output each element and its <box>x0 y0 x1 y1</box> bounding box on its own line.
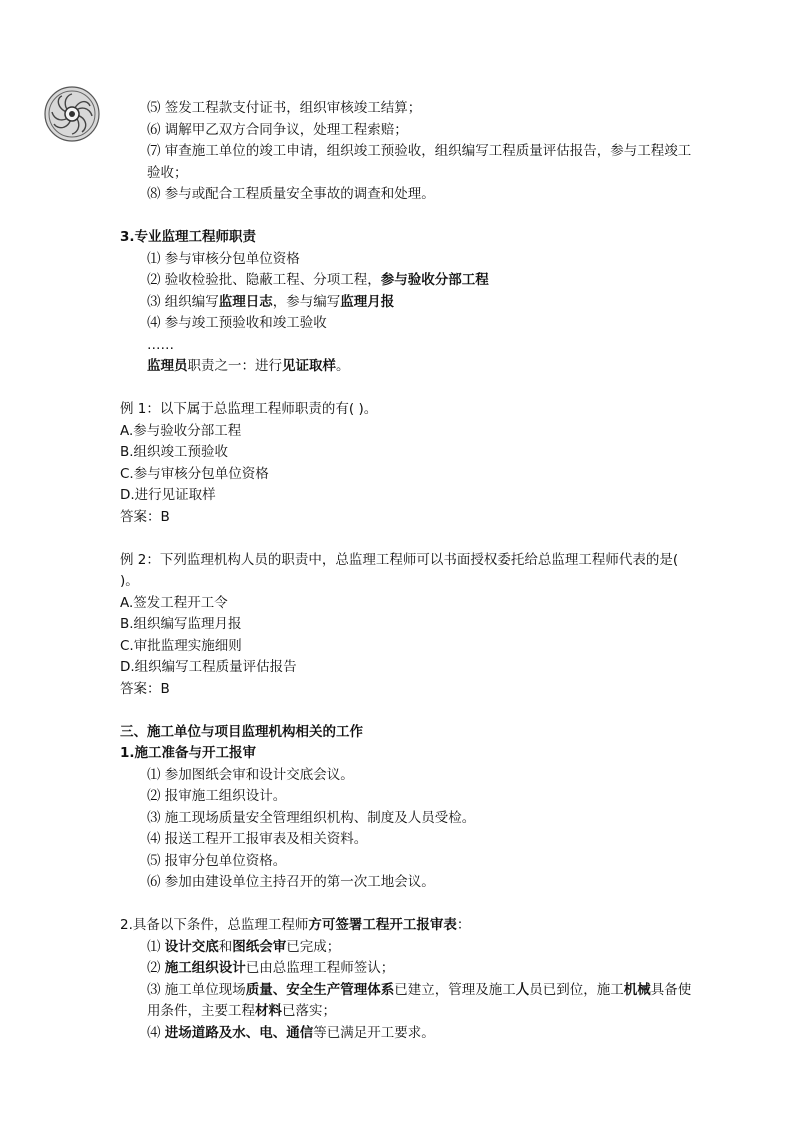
prep-item-5: ⑸ 报审分包单位资格。 <box>147 852 287 869</box>
example-2-answer: 答案：B <box>120 680 170 697</box>
ellipsis: …… <box>147 336 174 353</box>
section-heading-specialist: 3.专业监理工程师职责 <box>120 229 257 245</box>
prep-item-3: ⑶ 施工现场质量安全管理组织机构、制度及人员受检。 <box>147 809 476 826</box>
example-1-question: 例 1：以下属于总监理工程师职责的有( )。 <box>120 401 378 417</box>
example-1-option-a: A.参与验收分部工程 <box>120 422 242 439</box>
specialist-item-2: ⑵ 验收检验批、隐蔽工程、分项工程，参与验收分部工程 <box>147 272 489 288</box>
example-2-option-c: C.审批监理实施细则 <box>120 637 242 654</box>
supervisor-note: 监理员职责之一：进行见证取样。 <box>147 358 350 374</box>
condition-item-4: ⑷ 进场道路及水、电、通信等已满足开工要求。 <box>147 1024 435 1041</box>
prep-item-6: ⑹ 参加由建设单位主持召开的第一次工地会议。 <box>147 874 435 890</box>
duty-item-6: ⑹ 调解甲乙双方合同争议，处理工程索赔； <box>147 121 408 138</box>
example-1-answer: 答案：B <box>120 508 170 525</box>
section-title-three: 三、施工单位与项目监理机构相关的工作 <box>120 723 363 740</box>
example-2-option-b: B.组织编写监理月报 <box>120 616 242 632</box>
duty-item-8: ⑻ 参与或配合工程质量安全事故的调查和处理。 <box>147 186 435 202</box>
condition-item-2: ⑵ 施工组织设计已由总监理工程师签认； <box>147 960 395 976</box>
example-1-option-b: B.组织竣工预验收 <box>120 444 229 460</box>
duty-item-7: ⑺ 审查施工单位的竣工申请，组织竣工预验收，组织编写工程质量评估报告，参与工程竣工验收； <box>147 143 692 181</box>
specialist-item-4: ⑷ 参与竣工预验收和竣工验收 <box>147 315 327 331</box>
prep-item-2: ⑵ 报审施工组织设计。 <box>147 788 287 804</box>
example-2-option-d: D.组织编写工程质量评估报告 <box>120 659 297 675</box>
condition-item-1: ⑴ 设计交底和图纸会审已完成； <box>147 938 341 955</box>
example-1-option-c: C.参与审核分包单位资格 <box>120 465 269 482</box>
document-body <box>120 98 696 1044</box>
specialist-item-1: ⑴ 参与审核分包单位资格 <box>147 250 300 267</box>
duty-item-5: ⑸ 签发工程款支付证书，组织审核竣工结算； <box>147 100 422 116</box>
seal-logo-icon <box>44 86 100 142</box>
example-2-question: 例 2：下列监理机构人员的职责中，总监理工程师可以书面授权委托给总监理工程师代表的是( )。 <box>120 551 679 589</box>
condition-item-3: ⑶ 施工单位现场质量、安全生产管理体系已建立，管理及施工人员已到位，施工机械具备使用条件，主要工程材料已落实； <box>147 981 692 1019</box>
example-2-option-a: A.签发工程开工令 <box>120 594 228 611</box>
prep-item-4: ⑷ 报送工程开工报审表及相关资料。 <box>147 831 368 847</box>
prep-item-1: ⑴ 参加图纸会审和设计交底会议。 <box>147 766 354 783</box>
subsection-heading-prep: 1.施工准备与开工报审 <box>120 745 257 761</box>
specialist-item-3: ⑶ 组织编写监理日志，参与编写监理月报 <box>147 293 395 310</box>
conditions-intro: 2.具备以下条件，总监理工程师方可签署工程开工报审表： <box>120 917 471 933</box>
example-1-option-d: D.进行见证取样 <box>120 487 216 503</box>
